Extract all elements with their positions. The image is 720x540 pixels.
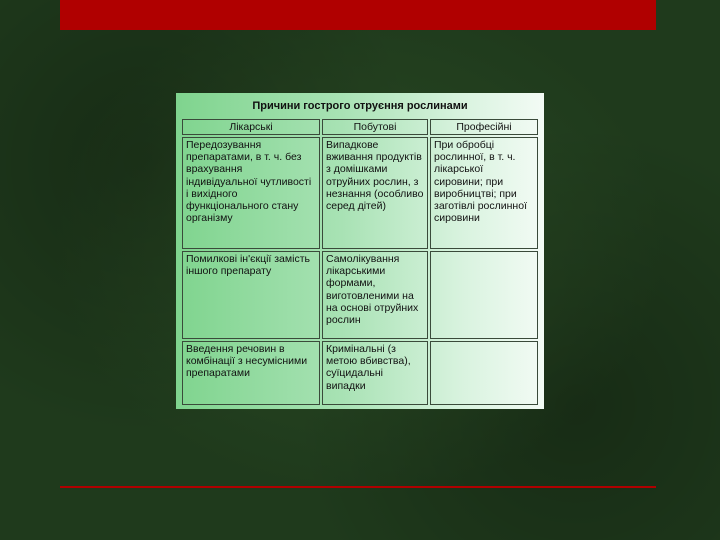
- cell-household: Випадкове вживання продуктів з домішками отруйних рослин, з незнання (особливо серед дітей): [322, 137, 428, 249]
- poisoning-causes-table: [180, 117, 540, 407]
- cell-medicinal: Введення речовин в комбінації з несумісними препаратами: [182, 341, 320, 405]
- table-row: [182, 137, 538, 249]
- header-professional: Професійні: [430, 119, 538, 135]
- header-medicinal: Лікарські: [182, 119, 320, 135]
- cell-medicinal: Помилкові ін'єкції замість іншого препарату: [182, 251, 320, 339]
- cell-professional: [430, 341, 538, 405]
- cell-professional: [430, 251, 538, 339]
- poisoning-causes-table-panel: [176, 93, 544, 409]
- table-row: [182, 251, 538, 339]
- cell-professional: При обробці рослинної, в т. ч. лікарської сировини; при виробництві; при заготівлі рослинної сировини: [430, 137, 538, 249]
- table-row: [182, 341, 538, 405]
- header-household: Побутові: [322, 119, 428, 135]
- cell-medicinal: Передозування препаратами, в т. ч. без врахування індивідуальної чутливості і вихідного функціонального стану організму: [182, 137, 320, 249]
- bottom-divider-line: [60, 486, 656, 488]
- header-row: [182, 119, 538, 135]
- cell-household: Кримінальні (з метою вбивства), суїцидальні випадки: [322, 341, 428, 405]
- top-accent-bar: [60, 0, 656, 30]
- cell-household: Самолікування лікарськими формами, виготовленими на на основі отруйних рослин: [322, 251, 428, 339]
- table-title: Причини гострого отруєння рослинами: [252, 100, 468, 112]
